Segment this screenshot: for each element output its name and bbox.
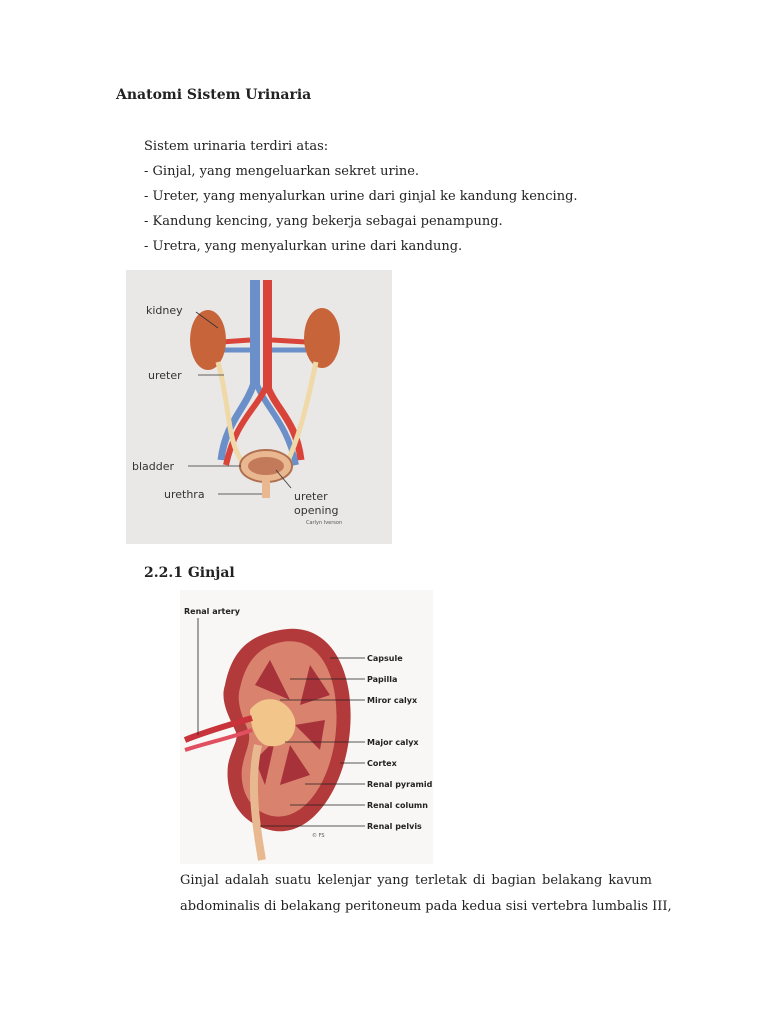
label-minor-calyx: Miror calyx <box>367 696 418 705</box>
label-kidney: kidney <box>146 304 183 317</box>
list-item-uretra: - Uretra, yang menyalurkan urine dari kandung. <box>144 239 463 254</box>
right-kidney <box>304 308 340 368</box>
intro-text: Sistem urinaria terdiri atas: <box>144 139 329 154</box>
label-cortex: Cortex <box>367 759 397 768</box>
section-heading: 2.2.1 Ginjal <box>144 565 235 581</box>
aorta <box>263 280 272 390</box>
urinary-system-figure <box>126 270 392 544</box>
kidney-section-illustration <box>180 590 433 864</box>
label-ureter-opening-2: opening <box>294 504 339 517</box>
label-bladder: bladder <box>132 460 175 473</box>
paragraph-line-1: Ginjal adalah suatu kelenjar yang terletak di bagian belakang kavum <box>180 873 652 888</box>
label-ureter-opening-1: ureter <box>294 490 328 503</box>
label-urethra: urethra <box>164 488 205 501</box>
urethra-shape <box>262 480 270 498</box>
page-title: Anatomi Sistem Urinaria <box>116 87 312 103</box>
list-item-ginjal: - Ginjal, yang mengeluarkan sekret urine. <box>144 164 420 179</box>
vena-cava <box>250 280 260 385</box>
label-major-calyx: Major calyx <box>367 738 419 747</box>
list-item-kandung: - Kandung kencing, yang bekerja sebagai penampung. <box>144 214 503 229</box>
left-kidney <box>190 310 226 370</box>
label-capsule: Capsule <box>367 654 403 663</box>
label-renal-artery: Renal artery <box>184 607 240 616</box>
figure2-credit: © FS <box>312 833 325 839</box>
label-renal-column: Renal column <box>367 801 428 810</box>
list-item-ureter: - Ureter, yang menyalurkan urine dari ginjal ke kandung kencing. <box>144 189 578 204</box>
label-renal-pyramid: Renal pyramid <box>367 780 433 789</box>
label-ureter: ureter <box>148 369 182 382</box>
label-renal-pelvis: Renal pelvis <box>367 822 422 831</box>
paragraph-line-2: abdominalis di belakang peritoneum pada kedua sisi vertebra lumbalis III, <box>180 899 672 914</box>
urinary-system-illustration <box>126 270 392 544</box>
kidney-section-figure <box>180 590 433 864</box>
figure1-credit: Carlyn Iverson <box>306 520 343 526</box>
label-papilla: Papilla <box>367 675 398 684</box>
